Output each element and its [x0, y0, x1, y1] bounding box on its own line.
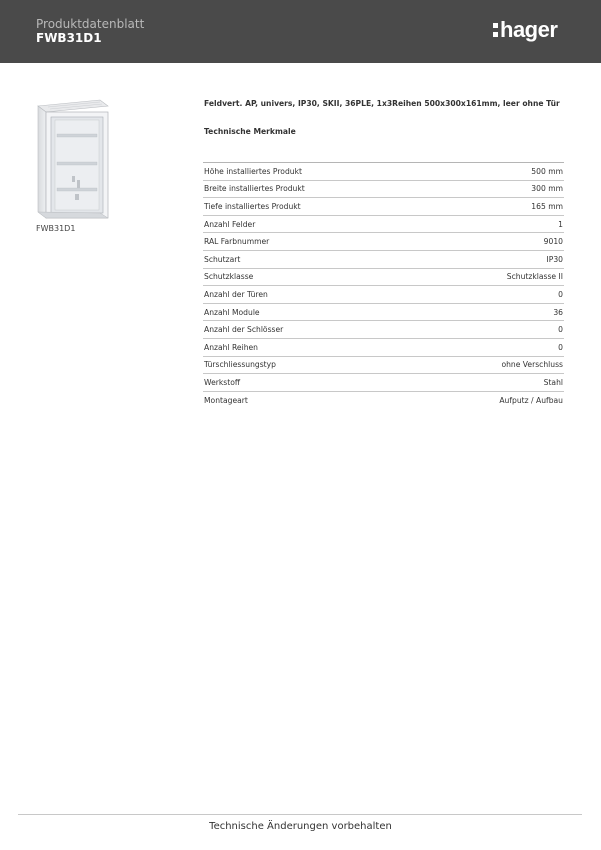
spec-value: 0	[558, 289, 563, 299]
spec-label: Montageart	[204, 396, 248, 406]
specs-table	[203, 162, 564, 409]
spec-label: Anzahl Reihen	[204, 342, 258, 352]
table-row	[203, 392, 564, 410]
table-row	[203, 163, 564, 181]
table-row	[203, 339, 564, 357]
spec-label: Werkstoff	[204, 377, 241, 387]
table-row	[203, 304, 564, 322]
spec-label: Tiefe installiertes Produkt	[204, 201, 301, 211]
spec-label: Anzahl Module	[204, 307, 260, 317]
section-title: Technische Merkmale	[204, 127, 296, 136]
spec-value: 165 mm	[531, 201, 563, 211]
spec-value: 500 mm	[531, 166, 563, 176]
spec-value: 0	[558, 342, 563, 352]
spec-label: Höhe installiertes Produkt	[204, 166, 302, 176]
logo-dots-icon	[493, 23, 498, 37]
spec-value: IP30	[546, 254, 563, 264]
product-code: FWB31D1	[36, 31, 102, 45]
spec-value: 0	[558, 325, 563, 335]
document-type: Produktdatenblatt	[36, 17, 145, 31]
table-row	[203, 251, 564, 269]
spec-value: 300 mm	[531, 184, 563, 194]
spec-value: Schutzklasse II	[506, 272, 563, 282]
table-row	[203, 181, 564, 199]
table-row	[203, 216, 564, 234]
table-row	[203, 233, 564, 251]
table-row	[203, 357, 564, 375]
logo-wordmark: hager	[500, 17, 558, 42]
distribution-cabinet-image	[36, 98, 110, 220]
spec-label: Anzahl der Türen	[204, 289, 268, 299]
product-description: Feldvert. AP, univers, IP30, SKII, 36PLE, 1x3Reihen 500x300x161mm, leer ohne Tür	[204, 99, 560, 108]
spec-value: Aufputz / Aufbau	[499, 396, 563, 406]
spec-value: 36	[553, 307, 563, 317]
hager-logo	[493, 17, 557, 43]
spec-value: 9010	[543, 237, 563, 247]
table-row	[203, 269, 564, 287]
spec-value: Stahl	[543, 377, 563, 387]
spec-label: RAL Farbnummer	[204, 237, 270, 247]
footer-note: Technische Änderungen vorbehalten	[209, 821, 392, 832]
image-caption: FWB31D1	[36, 224, 76, 233]
spec-value: 1	[558, 219, 563, 229]
spec-label: Türschliessungstyp	[204, 360, 276, 370]
table-row	[203, 321, 564, 339]
spec-label: Breite installiertes Produkt	[204, 184, 305, 194]
table-row	[203, 198, 564, 216]
spec-value: ohne Verschluss	[501, 360, 563, 370]
spec-label: Schutzklasse	[204, 272, 254, 282]
spec-label: Anzahl der Schlösser	[204, 325, 284, 335]
page-header	[0, 0, 601, 63]
spec-label: Schutzart	[204, 254, 241, 264]
table-row	[203, 374, 564, 392]
table-row	[203, 286, 564, 304]
spec-label: Anzahl Felder	[204, 219, 256, 229]
footer-divider	[18, 814, 582, 815]
